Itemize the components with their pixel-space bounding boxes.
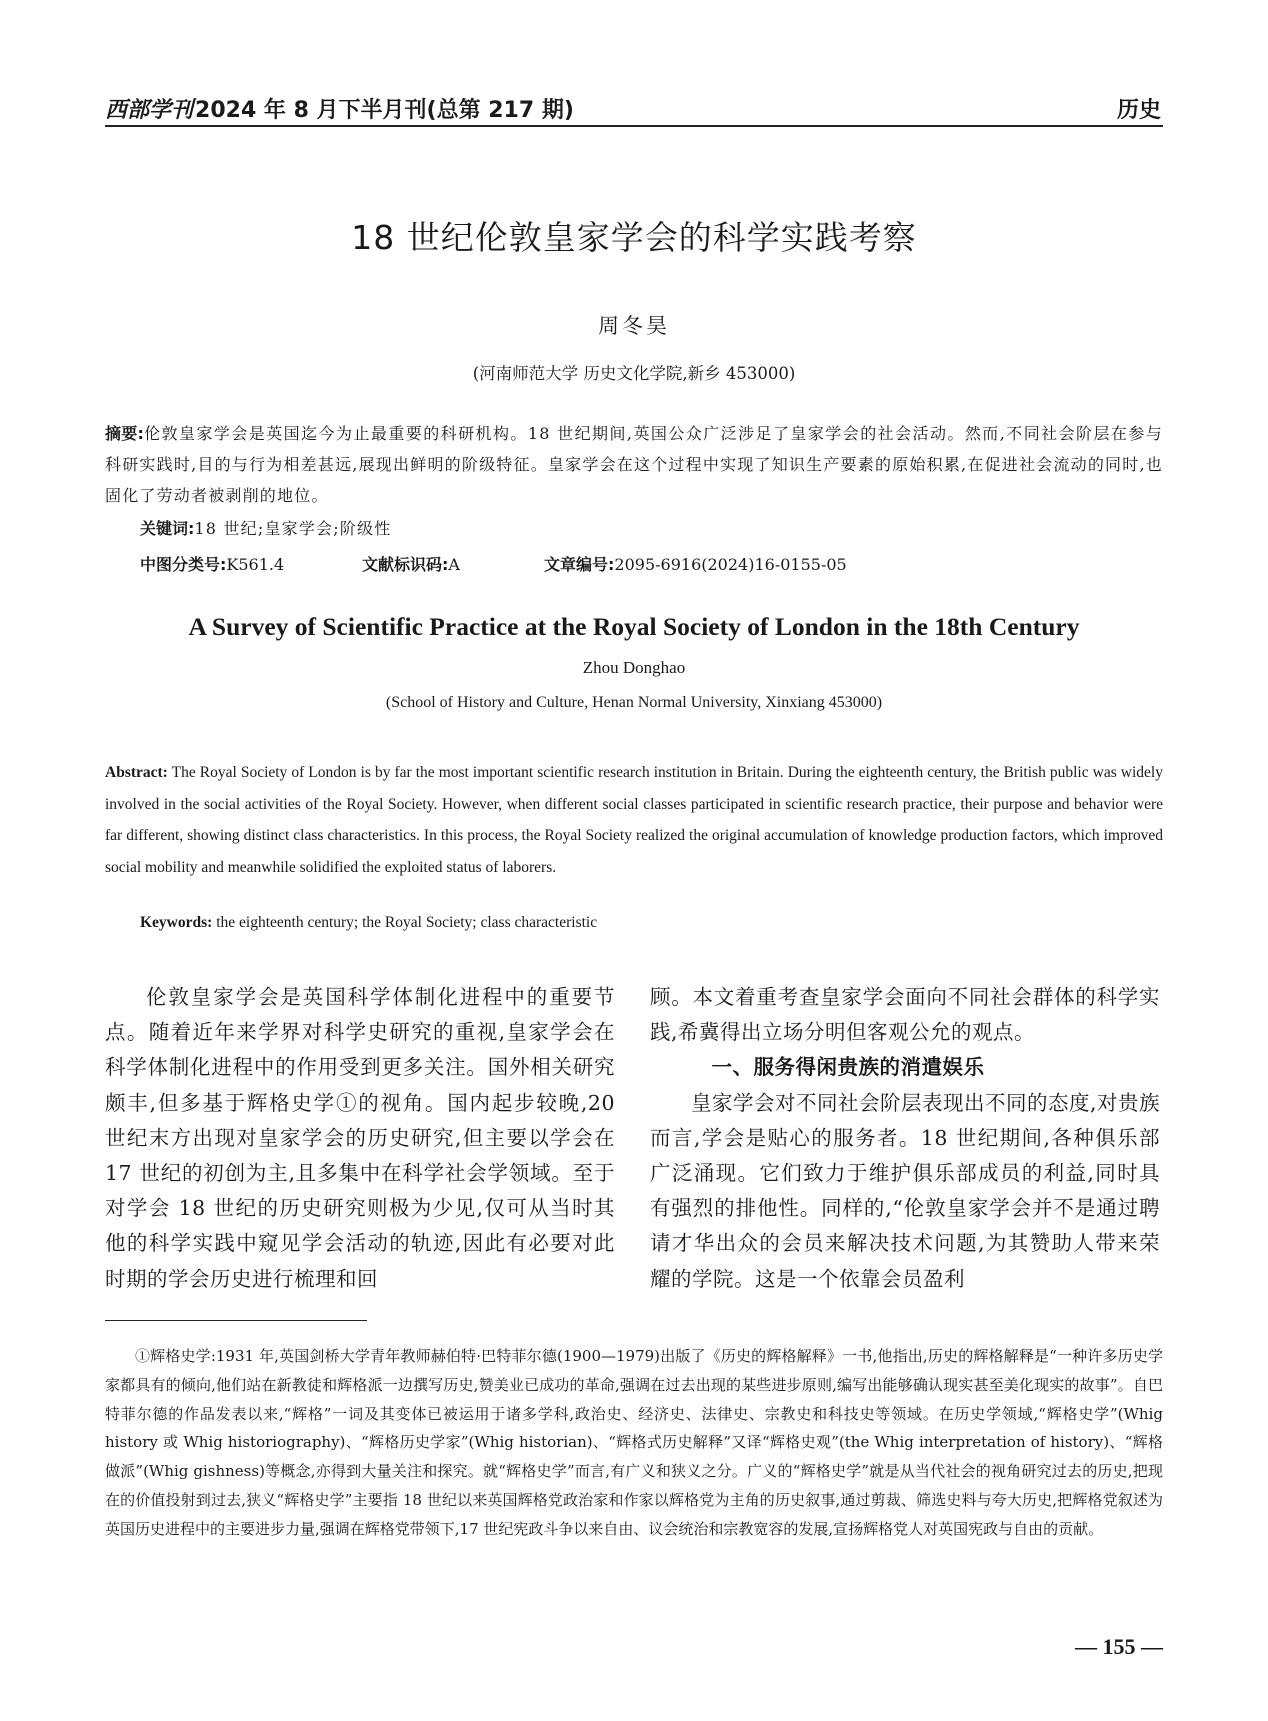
journal-issue [105,93,574,124]
body-paragraph: 伦敦皇家学会是英国科学体制化进程中的重要节点。随着近年来学界对科学史研究的重视,皇家学会在科学体制化进程中的作用受到更多关注。国外相关研究颇丰,但多基于辉格史学①的视角。国内起步较晚,20 世纪末方出现对皇家学会的历史研究,但主要以学会在 17 世纪的初创为主,且多集中在科学社会学领域。至于对学会 18 世纪的历史研究则极为少见,仅可从当时其他的科学实践中窥见学会活动的轨迹,因此有必要对此时期的学会历史进行梳理和回 [105,985,615,1291]
affiliation-en: (School of History and Culture, Henan Normal University, Xinxiang 453000) [385,694,883,711]
body-column-left [105,980,615,1297]
author-name-en: Zhou Donghao [582,658,686,677]
keywords-en [140,914,597,932]
body-column-right [650,980,1160,1297]
issue-label: 2024 年 8 月下半月刊(总第 217 期) [195,98,574,123]
journal-logo: 西部学刊 [105,97,194,123]
abstract-en [105,757,1163,883]
footnote [105,1342,1163,1544]
keywords-cn [140,516,391,539]
keywords-cn-label: 关键词: [140,519,195,538]
author-name: 周冬昊 [598,314,670,338]
doc-code-label: 文献标识码: [362,555,449,574]
paper-title-en: A Survey of Scientific Practice at the Royal Society of London in the 18th Century [188,612,1080,641]
paper-title: 18 世纪伦敦皇家学会的科学实践考察 [351,218,917,257]
clc-label: 中图分类号: [140,555,227,574]
body-paragraph: 皇家学会对不同社会阶层表现出不同的态度,对贵族而言,学会是贴心的服务者。18 世纪期间,各种俱乐部广泛涌现。它们致力于维护俱乐部成员的利益,同时具有强烈的排他性。同样的,“伦敦皇家学会并不是通过聘请才华出众的会员来解决技术问题,为其赞助人带来荣耀的学院。这是一个依靠会员盈利 [650,1090,1161,1291]
article-number-value: 2095-6916(2024)16-0155-05 [614,555,847,574]
abstract-cn-text: 伦敦皇家学会是英国迄今为止最重要的科研机构。18 世纪期间,英国公众广泛涉足了皇家学会的社会活动。然而,不同社会阶层在参与科研实践时,目的与行为相差甚远,展现出鲜明的阶级特征。皇家学会在这个过程中实现了知识生产要素的原始积累,在促进社会流动的同时,也固化了劳动者被剥削的地位。 [105,424,1163,505]
document-code [362,552,460,575]
keywords-en-text: the eighteenth century; the Royal Society; class characteristic [216,914,598,931]
section-heading: 一、服务得闲贵族的消遣娱乐 [711,1055,985,1080]
running-header [105,85,1163,127]
article-number [544,552,847,575]
keywords-cn-text: 18 世纪;皇家学会;阶级性 [194,519,392,538]
classification-row [140,552,1140,576]
doc-code-value: A [448,555,460,574]
footnote-text: ①辉格史学:1931 年,英国剑桥大学青年教师赫伯特·巴特菲尔德(1900—1979)出版了《历史的辉格解释》一书,他指出,历史的辉格解释是“一种许多历史学家都具有的倾向,他们站在新教徒和辉格派一边撰写历史,赞美业已成功的革命,强调在过去出现的某些进步原则,编写出能够确认现实甚至美化现实的故事”。自巴特菲尔德的作品发表以来,“辉格”一词及其变体已被运用于诸多学科,政治史、经济史、法律史、宗教史和科技史等领域。在历史学领域,“辉格史学”(Whig history 或 Whig historiography)、“辉格历史学家”(Whig historian)、“辉格式历史解释”又译“辉格史观”(the Whig interpretation of history)、“辉格做派”(Whig gishness)等概念,亦得到大量关注和探究。就“辉格史学”而言,有广义和狭义之分。广义的“辉格史学”就是从当代社会的视角研究过去的历史,把现在的价值投射到过去,狭义“辉格史学”主要指 18 世纪以来英国辉格党政治家和作家以辉格党为主角的历史叙事,通过剪裁、筛选史料与夸大历史,把辉格党叙述为英国历史进程中的主要进步力量,强调在辉格党带领下,17 世纪宪政斗争以来自由、议会统治和宗教宽容的发展,宣扬辉格党人对英国宪政与自由的贡献。 [105,1347,1163,1538]
abstract-cn-label: 摘要: [105,424,144,443]
abstract-cn [105,418,1163,511]
clc-value: K561.4 [226,555,285,574]
keywords-en-label: Keywords: [140,914,213,931]
article-number-label: 文章编号: [544,555,615,574]
section-label: 历史 [1116,98,1161,123]
body-paragraph-continued: 顾。本文着重考查皇家学会面向不同社会群体的科学实践,希冀得出立场分明但客观公允的观点。 [650,985,1160,1045]
abstract-en-text: The Royal Society of London is by far the most important scientific research institution in Britain. During the eighteenth century, the British public was widely involved in the social activities of the Royal Society. However, when different social classes participated in scientific research practice, their purpose and behavior were far different, showing distinct class characteristics. In this process, the Royal Society realized the original accumulation of knowledge production factors, which improved social mobility and meanwhile solidified the exploited status of laborers. [105,764,1163,876]
clc-number [140,552,284,575]
affiliation: (河南师范大学 历史文化学院,新乡 453000) [472,364,796,383]
abstract-en-label: Abstract: [105,764,168,781]
page-number: — 155 — [1075,1634,1163,1659]
footnote-divider [105,1320,367,1321]
